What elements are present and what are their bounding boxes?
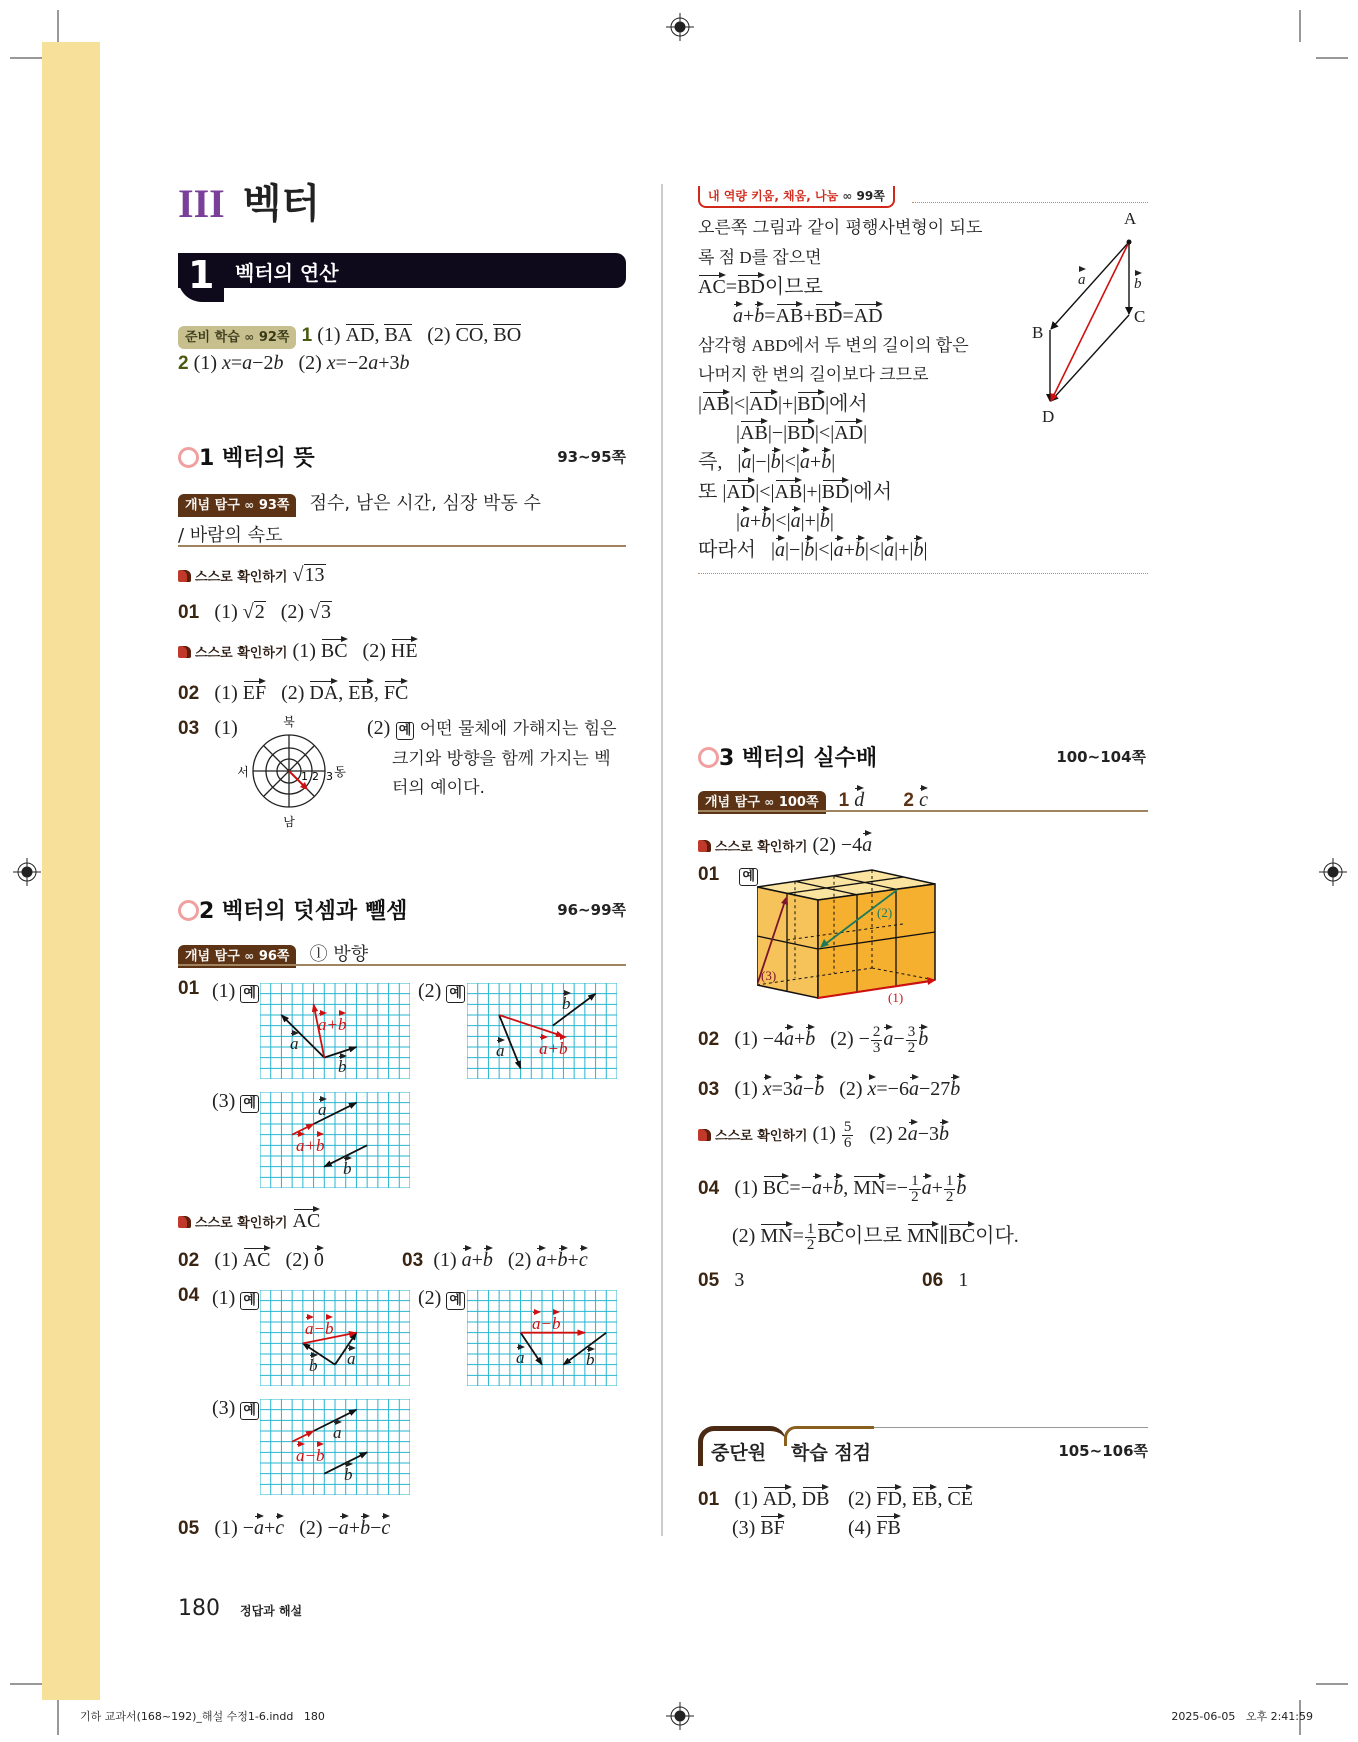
text: (1) x=3a−b (2) x=−6a−27b	[734, 1078, 960, 1100]
text: (1) BC (2) HE	[293, 640, 418, 662]
vector-a-label: a	[1078, 267, 1086, 290]
concept-answer: 점수, 남은 시간, 심장 박동 수	[309, 493, 541, 514]
grid-svg	[260, 1290, 410, 1386]
text: 오른쪽 그림과 같이 평행사변형이 되도	[698, 218, 983, 238]
item-number: 2	[178, 353, 189, 374]
compass-diagram	[229, 712, 354, 830]
prep-answer-1: (1) AD, BA (2) CO, BO	[317, 324, 522, 346]
text: a+b	[539, 1035, 567, 1060]
text: a+b=AB+BD=AD	[698, 302, 982, 331]
section-3-heading	[698, 741, 877, 772]
text: 2	[199, 899, 215, 924]
text: 01	[698, 1489, 720, 1510]
text: a−b	[532, 1310, 560, 1335]
review-header	[698, 1426, 1148, 1466]
section-2-pages: 96~99쪽	[557, 901, 626, 919]
prep-row	[178, 322, 521, 349]
text: 벡터의 뜻	[221, 446, 315, 471]
text: 나머지 한 변의 길이보다 크므로	[698, 365, 929, 385]
text: (1)	[888, 990, 904, 1005]
review-q01-d	[848, 1514, 901, 1541]
text: 준비 학습	[185, 330, 240, 345]
text: 01	[178, 978, 200, 999]
text: √13	[292, 564, 325, 586]
self-check-1	[178, 562, 326, 588]
text: (2)	[418, 980, 442, 1002]
text: b	[309, 1353, 318, 1376]
text: 01	[178, 602, 200, 623]
text: 예	[446, 1292, 465, 1310]
text: 03	[178, 718, 200, 739]
text: 03	[698, 1079, 720, 1100]
text: 스스로 확인하기	[715, 840, 808, 855]
chapter-name: 벡터	[242, 181, 320, 227]
q02	[698, 1025, 928, 1056]
text: a	[516, 1345, 525, 1368]
self-check-5	[698, 1120, 949, 1151]
q06	[922, 1267, 968, 1293]
text: (3)	[212, 1397, 236, 1419]
hand-icon	[178, 1216, 191, 1228]
point-c-label: C	[1134, 307, 1146, 326]
review-tab-1: 중단원	[711, 1442, 767, 1464]
text: 1	[199, 446, 215, 471]
text: 예	[739, 868, 758, 886]
text: 2	[312, 770, 319, 783]
text: 벡터의 실수배	[741, 746, 878, 771]
text: (3)	[761, 968, 777, 983]
text: a	[290, 1031, 299, 1054]
text: 2	[903, 790, 914, 811]
text: 예	[240, 1292, 259, 1310]
review-q01-c	[732, 1514, 785, 1541]
box-top-dotted	[912, 202, 1148, 203]
divider	[178, 545, 626, 547]
vector-grid-sum-2	[467, 983, 617, 1079]
text: 예	[240, 985, 259, 1003]
circle-icon	[178, 447, 199, 468]
text: 스스로 확인하기	[195, 570, 288, 585]
concept-answer-2: / 바람의 속도	[178, 525, 283, 546]
text: 04	[178, 1285, 200, 1306]
text: a	[333, 1420, 342, 1443]
text: (2)	[877, 905, 893, 920]
text: 100쪽	[778, 795, 819, 810]
text: (2)	[367, 717, 391, 739]
q03	[402, 1246, 588, 1273]
text: a−b	[305, 1315, 333, 1340]
text: 1	[958, 1269, 969, 1291]
text: b	[562, 991, 571, 1014]
q04-2	[732, 1222, 1019, 1253]
text: a	[318, 1097, 327, 1120]
section-title: 벡터의 연산	[235, 261, 339, 285]
link-icon: ∞	[244, 330, 255, 344]
text: (1) −4a+b (2) − $\frac{2}{3}$ a− $\frac{3}{2}$ b	[734, 1024, 929, 1056]
prep-answer-2: (1) x=a−2b (2) x=−2a+3b	[193, 352, 410, 374]
text: 개념 탐구	[185, 949, 240, 964]
text: a−b	[296, 1442, 324, 1467]
text: d	[854, 789, 864, 811]
text: 개념 탐구	[705, 795, 760, 810]
text: (2) MN= $\frac{1}{2}$ BC이므로 MN∥BC이다.	[732, 1221, 1019, 1253]
text: (1) √2 (2) √3	[214, 601, 331, 623]
section-1-pages: 93~95쪽	[557, 448, 626, 466]
concept-answer: ⓛ 방향	[309, 944, 369, 965]
compass-east: 동	[334, 765, 346, 779]
compass-west: 서	[237, 765, 249, 779]
text: (1) EF (2) DA, EB, FC	[214, 682, 408, 704]
text: (1) AD, DB	[734, 1488, 829, 1510]
text: c	[919, 789, 928, 811]
text: (1) a+b (2) a+b+c	[433, 1249, 587, 1271]
text: 따라서 |a|−|b|<|a+b|<|a|+|b|	[698, 536, 982, 565]
text: 1	[301, 770, 308, 783]
concept-badge[interactable]	[178, 494, 296, 517]
capacity-box-text	[698, 214, 982, 566]
q02	[178, 1246, 324, 1273]
grid-svg	[467, 983, 617, 1079]
example-badge: 예	[396, 722, 415, 740]
text: 99쪽	[856, 189, 885, 203]
text: (4) FB	[848, 1517, 901, 1539]
vector-b-label: b	[1134, 271, 1142, 294]
text: 03	[402, 1250, 424, 1271]
text: 터의 예이다.	[392, 778, 485, 798]
text: (3)	[212, 1090, 236, 1112]
q01	[178, 599, 332, 625]
text: 96쪽	[258, 949, 290, 964]
vector-grid-diff-2	[467, 1290, 617, 1386]
q01	[178, 978, 199, 1000]
part-label	[212, 1395, 259, 1421]
text: |AB|<|AD|+|BD|에서	[698, 390, 982, 419]
text: (1) −a+c (2) −a+b−c	[214, 1517, 390, 1539]
text: 92쪽	[258, 330, 290, 345]
point-b-label: B	[1032, 323, 1044, 342]
chapter-numeral: III	[178, 181, 225, 226]
circle-icon	[178, 900, 199, 921]
cube-diagram	[757, 868, 947, 1013]
text: 내 역량 키움, 채움, 나눔	[708, 189, 839, 203]
capacity-box-tab	[698, 186, 895, 208]
compass-north: 북	[283, 715, 295, 729]
concept-row	[178, 489, 541, 517]
self-check-2	[178, 637, 418, 664]
text: (1) AC (2) 0	[214, 1249, 323, 1271]
text: 93쪽	[258, 498, 290, 513]
review-tab-2: 학습 점검	[791, 1442, 872, 1464]
text: 02	[178, 1250, 200, 1271]
self-check-3	[178, 1207, 320, 1234]
text: a	[496, 1038, 505, 1061]
text: b	[586, 1347, 595, 1370]
text: (1)	[214, 717, 238, 739]
text: 스스로 확인하기	[195, 646, 288, 661]
text: 3	[719, 746, 735, 771]
text: 스스로 확인하기	[715, 1129, 808, 1145]
vector-grid-sum-1	[260, 983, 410, 1079]
q02	[178, 679, 408, 706]
vector-grid-diff-3	[260, 1399, 410, 1495]
text: (2) FD, EB, CE	[848, 1488, 973, 1510]
text: 즉, |a|−|b|<|a+b|	[698, 448, 982, 477]
timestamp: 2025-06-05 오후 2:41:59	[1171, 1710, 1313, 1723]
divider	[178, 964, 626, 966]
section-1-heading	[178, 441, 315, 472]
chapter-title	[178, 182, 320, 226]
point-d-label: D	[1042, 407, 1055, 426]
text: 04	[698, 1178, 720, 1200]
text: (3) BF	[732, 1517, 785, 1539]
page-number: 180	[178, 1596, 220, 1621]
vector-grid-diff-1	[260, 1290, 410, 1386]
grid-svg	[260, 1399, 410, 1495]
q05	[698, 1267, 744, 1293]
text: 예	[240, 1095, 259, 1113]
part-label	[418, 978, 465, 1004]
text: |a+b|<|a|+|b|	[698, 507, 982, 536]
review-q01-b	[848, 1485, 973, 1512]
text: 벡터의 덧셈과 뺄셈	[221, 899, 408, 924]
hand-icon	[178, 570, 191, 582]
text: AC=BD이므로	[698, 273, 982, 302]
compass-south: 남	[283, 815, 295, 829]
text: a	[347, 1346, 356, 1369]
section-number: 1	[188, 253, 215, 297]
text: 3	[734, 1269, 745, 1291]
text: |AB|−|BD|<|AD|	[698, 419, 982, 448]
text: 예	[240, 1402, 259, 1420]
text: b	[343, 1156, 352, 1179]
self-check-4	[698, 831, 872, 858]
divider	[698, 810, 1148, 812]
text: a+b	[296, 1132, 324, 1157]
text: (2) −4a	[813, 834, 873, 856]
prep-badge[interactable]	[178, 326, 296, 349]
circle-icon	[698, 747, 719, 768]
text: a+b	[318, 1011, 346, 1036]
text: 3	[326, 770, 333, 783]
link-icon: ∞	[764, 795, 775, 809]
point-a-label: A	[1124, 209, 1137, 228]
text: b	[338, 1054, 347, 1077]
hand-icon	[698, 840, 711, 852]
q03	[698, 1075, 960, 1102]
footer-label: 정답과 해설	[240, 1604, 303, 1618]
q04	[698, 1174, 966, 1205]
item-number: 1	[301, 325, 313, 346]
text: 록 점 D를 잡으면	[698, 248, 822, 268]
link-icon: ∞	[842, 189, 853, 203]
text: 또 |AD|<|AB|+|BD|에서	[698, 478, 982, 507]
text: AC	[293, 1210, 321, 1232]
text: 05	[178, 1518, 200, 1539]
grid-svg	[260, 1092, 410, 1188]
q01	[698, 864, 758, 886]
grid-svg	[467, 1290, 617, 1386]
text: 개념 탐구	[185, 498, 240, 513]
part-label	[212, 1088, 259, 1114]
text: 02	[178, 683, 200, 704]
q05	[178, 1514, 390, 1541]
text: 05	[698, 1270, 720, 1291]
section-bar	[178, 253, 626, 297]
text: 01	[698, 864, 720, 885]
part-label	[418, 1285, 465, 1311]
text: 1	[838, 790, 850, 811]
text: 어떤 물체에 가해지는 힘은	[419, 719, 617, 739]
text: 02	[698, 1029, 720, 1051]
part-label	[212, 978, 259, 1004]
text: (1) $\frac{5}{6}$ (2) 2a−3b	[812, 1119, 949, 1151]
prep-row-2	[178, 350, 410, 376]
link-icon: ∞	[244, 949, 255, 963]
text: 삼각형 ABD에서 두 변의 길이의 합은	[698, 336, 969, 356]
q04	[178, 1285, 199, 1307]
review-q01	[698, 1485, 829, 1512]
text: (1)	[212, 980, 236, 1002]
hand-icon	[178, 646, 191, 658]
text: b	[344, 1462, 353, 1485]
review-pages: 105~106쪽	[1058, 1442, 1148, 1460]
box-bottom-dotted	[698, 573, 1148, 574]
text: 예	[446, 985, 465, 1003]
text: (2)	[418, 1287, 442, 1309]
file-info: 기하 교과서(168~192)_해설 수정1-6.indd 180	[80, 1710, 325, 1723]
vector-grid-sum-3	[260, 1092, 410, 1188]
text: (1)	[212, 1287, 236, 1309]
section-2-heading	[178, 894, 407, 925]
section-3-pages: 100~104쪽	[1056, 748, 1146, 766]
text: 06	[922, 1270, 944, 1291]
text: 크기와 방향을 함께 가지는 벡	[392, 748, 611, 769]
part-label	[212, 1285, 259, 1311]
text: (1) BC=−a+b, MN=− $\frac{1}{2}$ a+ $\frac{1}{2}$ b	[734, 1173, 967, 1205]
q03-2	[367, 715, 617, 804]
text: 스스로 확인하기	[195, 1216, 288, 1231]
link-icon: ∞	[244, 498, 255, 512]
hand-icon	[698, 1129, 711, 1141]
parallelogram-diagram	[1020, 209, 1160, 430]
